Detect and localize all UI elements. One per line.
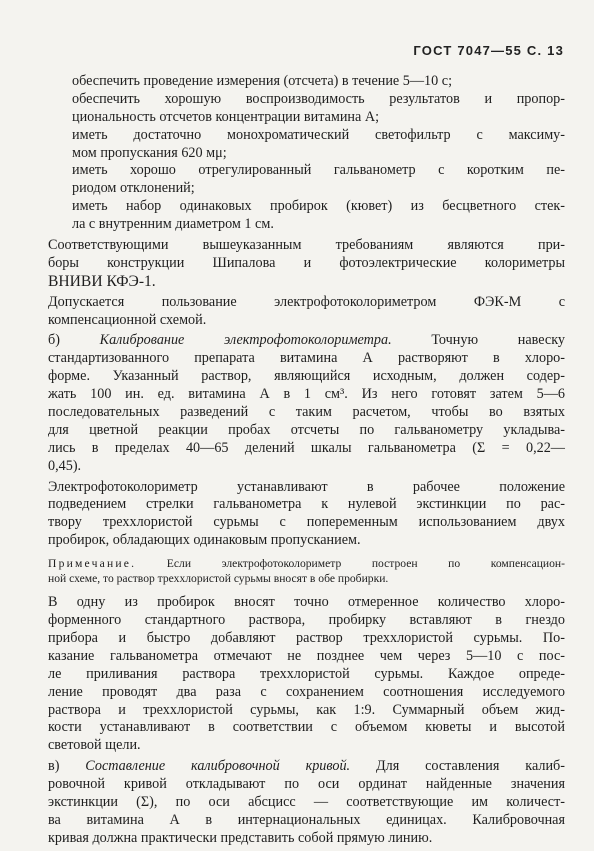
requirements-list: [72, 73, 565, 234]
text-line: ровочной кривой откладывают по оси ординат найденные значения: [48, 776, 565, 793]
text-line: ле приливания раствора треххлористой сурьмы. Каждое опреде-: [48, 665, 565, 682]
section-title: Калибрование электрофотоколориметра.: [99, 332, 392, 349]
text-line: [48, 758, 565, 776]
text-line: пробирок, обладающих одинаковым пропусканием.: [48, 532, 361, 549]
text-line: Электрофотоколориметр устанавливают в рабочее положение: [48, 478, 565, 495]
item-prefix: в): [48, 758, 86, 775]
text-line: 0,45).: [48, 457, 82, 474]
text-line: прибора и быстро добавляют раствор треххлористой сурьмы. По-: [48, 629, 565, 646]
section-title: Составление калибровочной кривой.: [85, 758, 351, 775]
paragraph-devices: [48, 237, 565, 291]
text-line: форме. Указанный раствор, являющийся исходным, должен содер-: [48, 368, 565, 385]
text-fragment: Точную навеску: [391, 332, 566, 349]
text-line: ной схеме, то раствор треххлористой сурьмы вносят в обе пробирки.: [48, 572, 389, 586]
text-line: ла с внутренним диаметром 1 см.: [72, 216, 274, 233]
text-line: Соответствующими вышеуказанным требованиям являются при-: [48, 237, 565, 254]
text-line: В одну из пробирок вносят точно отмеренное количество хлоро-: [48, 594, 565, 611]
requirement-5: [72, 198, 565, 234]
text-line: раствора и треххлористой сурьмы, как 1:9. Суммарный объем жид-: [48, 701, 565, 718]
text-line: иметь набор одинаковых пробирок (кювет) из бесцветного стек-: [72, 198, 565, 215]
page-header: ГОСТ 7047—55 С. 13: [413, 43, 564, 58]
note-label: Примечание.: [48, 557, 137, 571]
text-line: обеспечить хорошую воспроизводимость результатов и пропор-: [72, 90, 565, 107]
text-line: кривая должна практически представить собой прямую линию.: [48, 829, 433, 846]
text-line: боры конструкции Шипалова и фотоэлектрические колориметры: [48, 254, 565, 271]
text-line: ление проводят два раза с сохранением соотношения исследуемого: [48, 683, 565, 700]
text-line: последовательных разведений с таким расчетом, чтобы во взятых: [48, 404, 565, 421]
document-body: [48, 73, 566, 848]
text-line: подведением стрелки гальванометра к нулевой экстинкции по рас-: [48, 496, 565, 513]
text-line: [48, 332, 565, 350]
text-line: форменного стандартного раствора, пробирку вставляют в гнездо: [48, 612, 565, 629]
text-line: [48, 556, 565, 571]
text-line: циональность отсчетов концентрации витамина А;: [72, 108, 380, 125]
paragraph-fek: [48, 294, 565, 330]
text-line: экстинкции (Σ), по оси абсцисс — соответствующие им количест-: [48, 793, 565, 810]
requirement-4: [72, 162, 565, 198]
text-line: лись в пределах 40—65 делений шкалы гальванометра (Σ = 0,22—: [48, 439, 565, 456]
text-line: ВНИВИ КФЭ-1.: [48, 272, 156, 290]
item-prefix: б): [48, 332, 100, 349]
text-line: обеспечить проведение измерения (отсчета) в течение 5—10 с;: [72, 73, 453, 89]
text-line: световой щели.: [48, 737, 141, 754]
paragraph-curve: [48, 758, 565, 847]
requirement-1: [72, 73, 565, 91]
paragraph-procedure: [48, 594, 565, 755]
text-line: жать 100 ин. ед. витамина А в 1 см³. Из него готовят затем 5—6: [48, 386, 565, 403]
requirement-2: [72, 91, 565, 127]
text-line: иметь достаточно монохроматический светофильтр с максиму-: [72, 126, 565, 143]
note: [48, 556, 565, 586]
text-line: казание гальванометра отмечают не позднее чем через 5—10 с пос-: [48, 647, 565, 664]
requirement-3: [72, 127, 565, 163]
text-line: ва витамина А в интернациональных единицах. Калибровочная: [48, 811, 565, 828]
text-line: твору треххлористой сурьмы с попеременным использованием двух: [48, 514, 565, 531]
text-line: для цветной реакции пробах отсчеты по гальванометру укладыва-: [48, 421, 565, 438]
paragraph-installation: [48, 479, 565, 551]
text-line: Допускается пользование электрофотоколориметром ФЭК-М с: [48, 293, 565, 310]
text-line: иметь хорошо отрегулированный гальванометр с коротким пе-: [72, 162, 565, 179]
text-line: мом пропускания 620 мμ;: [72, 144, 227, 161]
text-fragment: Для составления калиб-: [350, 758, 565, 775]
text-line: компенсационной схемой.: [48, 311, 207, 328]
paragraph-calibration: [48, 332, 565, 475]
text-line: риодом отклонений;: [72, 180, 195, 197]
text-fragment: Если электрофотоколориметр построен по компенсацион-: [136, 557, 565, 571]
text-line: кости устанавливают в соответствии с объемом кюветы и высотой: [48, 719, 565, 736]
text-line: стандартизованного препарата витамина А растворяют в хлоро-: [48, 350, 565, 367]
